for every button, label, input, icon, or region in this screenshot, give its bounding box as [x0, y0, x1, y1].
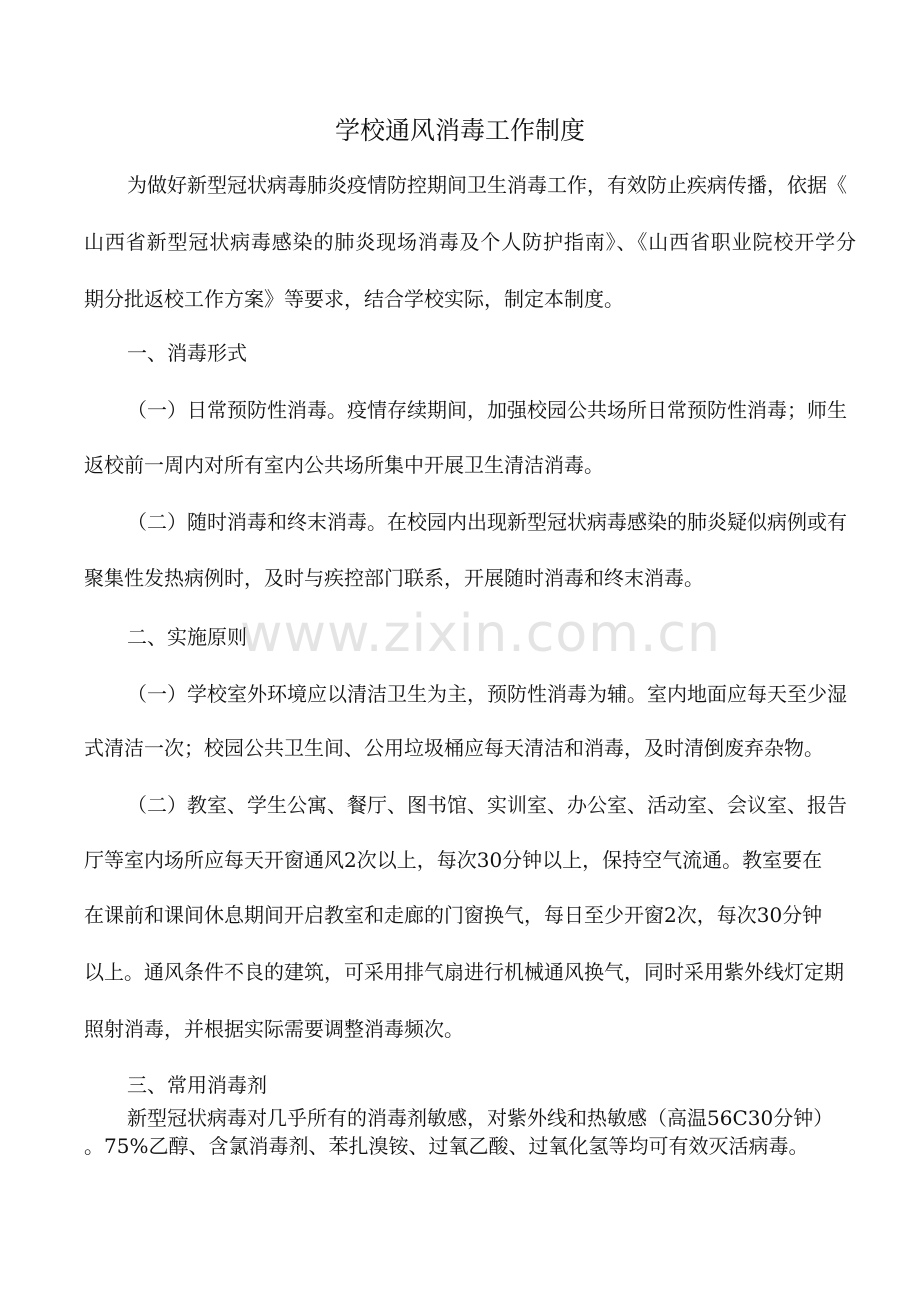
- paragraph-line: 照射消毒，并根据实际需要调整消毒频次。: [84, 1017, 464, 1041]
- section-heading: 一、消毒形式: [127, 341, 247, 365]
- paragraph-line: 返校前一周内对所有室内公共场所集中开展卫生清洁消毒。: [84, 453, 604, 477]
- paragraph-line: 为做好新型冠状病毒肺炎疫情防控期间卫生消毒工作，有效防止疾病传播，依据《: [127, 173, 847, 197]
- document-title: 学校通风消毒工作制度: [334, 116, 585, 145]
- section-heading: 二、实施原则: [127, 625, 247, 649]
- paragraph-line: 聚集性发热病例时，及时与疾控部门联系，开展随时消毒和终末消毒。: [84, 566, 704, 590]
- paragraph-line: 厅等室内场所应每天开窗通风2次以上，每次30分钟以上，保持空气流通。教室要在: [84, 848, 823, 872]
- paragraph-line: （一）学校室外环境应以清洁卫生为主，预防性消毒为辅。室内地面应每天至少湿: [127, 682, 847, 706]
- paragraph-line: 在课前和课间休息期间开启教室和走廊的门窗换气，每日至少开窗2次，每次30分钟: [84, 903, 823, 927]
- paragraph-line: （二）教室、学生公寓、餐厅、图书馆、实训室、办公室、活动室、会议室、报告: [127, 793, 847, 817]
- paragraph-line: 新型冠状病毒对几乎所有的消毒剂敏感，对紫外线和热敏感（高温56C30分钟）: [127, 1106, 834, 1130]
- paragraph-line: （二）随时消毒和终末消毒。在校园内出现新型冠状病毒感染的肺炎疑似病例或有: [127, 510, 847, 534]
- paragraph-line: 式清洁一次；校园公共卫生间、公用垃圾桶应每天清洁和消毒，及时清倒废弃杂物。: [84, 736, 824, 760]
- paragraph-line: 。75%乙醇、含氯消毒剂、苯扎溴铵、过氧乙酸、过氧化氢等均可有效灭活病毒。: [84, 1134, 809, 1158]
- paragraph-line: 山西省新型冠状病毒感染的肺炎现场消毒及个人防护指南》、《山西省职业院校开学分: [84, 230, 856, 254]
- watermark: www.zixin.com.cn: [240, 604, 721, 664]
- paragraph-line: 以上。通风条件不良的建筑，可采用排气扇进行机械通风换气，同时采用紫外线灯定期: [84, 960, 844, 984]
- paragraph-line: （一）日常预防性消毒。疫情存续期间，加强校园公共场所日常预防性消毒；师生: [127, 398, 847, 422]
- paragraph-line: 期分批返校工作方案》等要求，结合学校实际，制定本制度。: [84, 287, 624, 311]
- section-heading: 三、常用消毒剂: [127, 1073, 267, 1097]
